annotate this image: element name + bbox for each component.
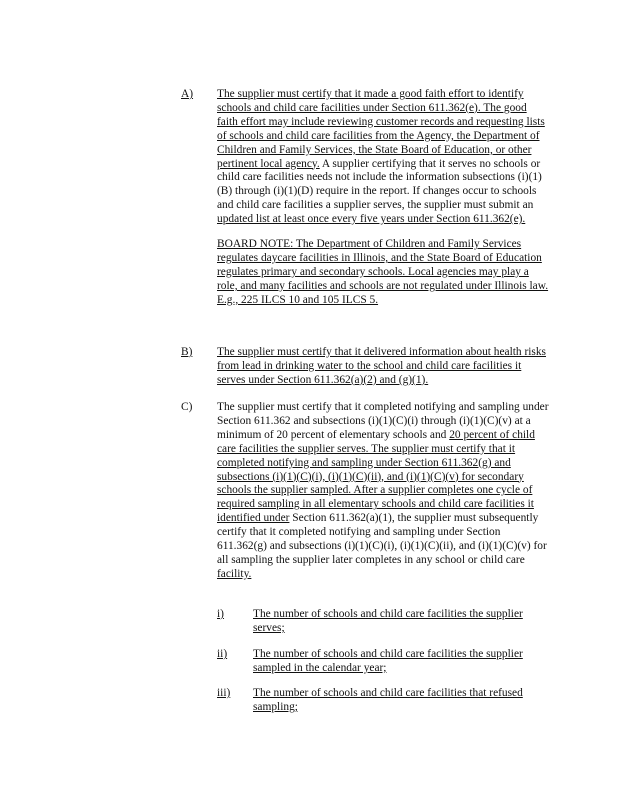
item-c-text-3: Section 611.362(a)(1), the supplier must subsequently certify that it completed notifying and sampling under Section 611.362(g) and subsections (i)(1)(C)(i), (i)(1)(C)(ii), and (i)(1)(C)(v) for all sampling the supplier later completes in any school or child care (217, 512, 547, 566)
item-c-label: C) (181, 401, 193, 413)
item-c (181, 401, 551, 582)
subitem-iii (217, 687, 547, 715)
item-a (181, 88, 551, 308)
subitem-i (217, 608, 547, 636)
item-b-text: The supplier must certify that it delivered information about health risks from lead in drinking water to the school and child care facilities it serves under Section 611.362(a)(2) and (g)(1). (217, 346, 546, 386)
board-note: BOARD NOTE: The Department of Children and Family Services regulates daycare facilities in Illinois, and the State Board of Education regulates primary and secondary schools. Local agencies may play a role, and many facilities and schools are not regulated under Illinois law. E.g., 225 ILCS 10 and 105 ILCS 5. (217, 238, 549, 306)
item-a-label: A) (181, 88, 194, 100)
item-a-underlined-text: The supplier must certify that it made a good faith effort to identify schools and child care facilities under Section 611.362(e). The good faith effort may include reviewing customer records and requesting lists of schools and child care facilities from the Agency, the Department of Children and Family Services, the State Board of Education, or other pertinent local agency. (217, 88, 545, 170)
item-c-text-1: The supplier must certify that it completed notifying and sampling under Section 611.362 and subsections (i)(1)(C)(i) through (i)(1)(C)(v) at a minimum of 20 percent of elementary schools and (217, 401, 549, 441)
item-a-plain-text: A supplier certifying that it serves no schools or child care facilities needs not include the information subsections (i)(1)(B) through (i)(1)(D) require in the report. If changes occur to schools and child care facilities a supplier serves, the supplier must submit an (217, 157, 542, 212)
subitem-i-text: The number of schools and child care facilities the supplier serves; (253, 608, 523, 634)
subitem-ii-text: The number of schools and child care facilities the supplier sampled in the calendar year; (253, 648, 523, 674)
item-b-label: B) (181, 346, 193, 358)
item-a-underlined-tail: updated list at least once every five years under Section 611.362(e). (217, 213, 526, 226)
item-c-text-2: 20 percent of child care facilities the supplier serves. The supplier must certify that it completed notifying and sampling under Section 611.362(g) and subsections (i)(1)(C)(i), (i)(1)(C)(ii), and (i)(1)(C)(v) for secondary schools the supplier sampled. After a supplier completes one cycle of required sampling in all elementary schools and child care facilities it identified under (217, 428, 535, 525)
subitem-iii-label: iii) (217, 687, 231, 699)
subitem-ii-label: ii) (217, 648, 228, 660)
item-a-paragraph (217, 88, 549, 227)
item-c-paragraph (217, 401, 549, 582)
subitem-iii-text: The number of schools and child care facilities that refused sampling; (253, 687, 523, 713)
item-c-text-4: facility. (217, 567, 252, 580)
subitem-ii (217, 648, 547, 676)
item-b (181, 346, 551, 388)
subitem-i-label: i) (217, 608, 224, 620)
